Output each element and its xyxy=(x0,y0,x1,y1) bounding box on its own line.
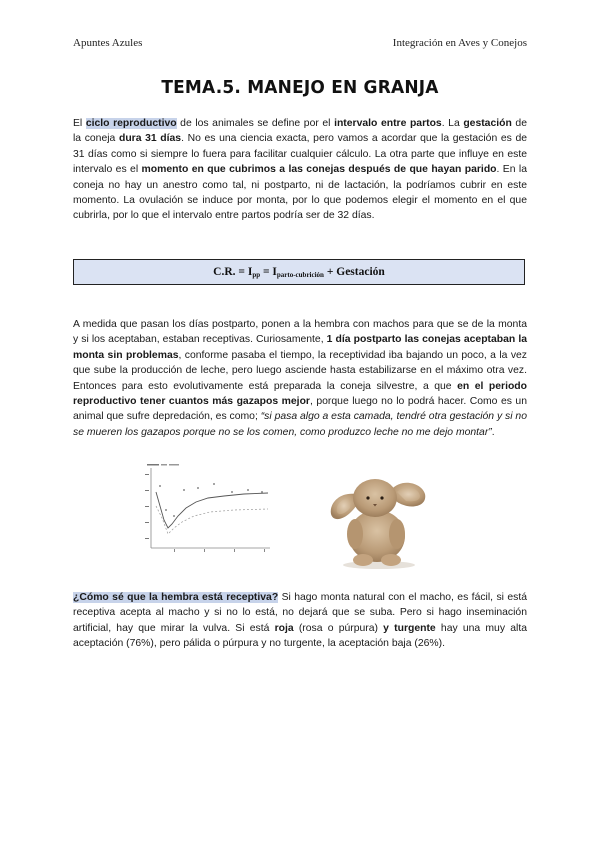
bunny-left-eye xyxy=(366,496,369,499)
plush-bunny-image xyxy=(325,468,431,570)
receptivity-chart-image xyxy=(144,462,274,554)
bunny-right-eye xyxy=(380,496,383,499)
bold-text: ¿Cómo sé que la hembra está receptiva? xyxy=(73,592,279,603)
text: (rosa o púrpura) xyxy=(293,622,384,634)
formula-box xyxy=(73,259,525,285)
page-title: TEMA.5. MANEJO EN GRANJA xyxy=(161,77,439,99)
text: de la coneja xyxy=(73,118,527,145)
formula-subscript: parto-cubrición xyxy=(276,271,324,279)
text: hay una muy alta aceptación (76%), pero pálida o púrpura y no turgente, la aceptación baja (26%). xyxy=(73,622,527,650)
bunny-left-foot xyxy=(353,554,373,566)
formula-text: = I xyxy=(260,266,277,278)
formula-text: C.R. = I xyxy=(213,266,253,278)
paragraph-cycle xyxy=(73,116,527,224)
highlight-question xyxy=(73,592,278,603)
page-header xyxy=(73,37,527,51)
text: . xyxy=(491,426,495,438)
bold-text: dura 31 días xyxy=(118,133,182,145)
formula-subscript: pp xyxy=(252,271,261,279)
formula-text: + Gestación xyxy=(323,266,385,278)
text: El xyxy=(73,118,86,129)
highlight-ciclo xyxy=(86,118,177,129)
text: . En la coneja no hay un anestro como tal, ni postparto, ni de lactación, la podríamos cubrir en este momento. La ovulación se induce por monta, por lo que podemos elegir el momento en el que cubrirla, por lo que el intervalo entre partos podría ser de 32 días. xyxy=(73,164,527,222)
text: , porque luego no lo podrá hacer. Como es un animal que sufre depredación, es como; xyxy=(73,396,527,423)
bold-text: momento en que cubrimos a las conejas después de que hayan parido xyxy=(141,164,497,176)
bold-text: y turgente xyxy=(383,622,436,634)
bunny-right-arm xyxy=(389,519,405,549)
paragraph-receptivity xyxy=(73,317,527,440)
text: de los animales se define por el xyxy=(176,118,335,129)
paragraph-receptive-female xyxy=(73,590,527,652)
text: . La xyxy=(441,118,464,129)
bold-text: 1 día postparto las conejas aceptaban la monta sin problemas xyxy=(73,334,527,361)
bold-text: intervalo entre partos xyxy=(334,118,442,129)
header-right: Integración en Aves y Conejos xyxy=(392,37,527,49)
text: A medida que pasan los días postparto, ponen a la hembra con machos para que se de la monta y si los aceptaban, estaban receptivas. Curiosamente, xyxy=(73,319,527,346)
bunny-left-arm xyxy=(347,519,363,549)
bunny-right-foot xyxy=(381,554,401,566)
bunny-head xyxy=(353,479,397,517)
text: . No es una ciencia exacta, pero vamos a acordar que la gestación es de 31 días como si siempre lo fuera para facilitar cualquier cálculo. La otra parte que influye en este intervalo es el xyxy=(73,133,528,176)
header-left: Apuntes Azules xyxy=(73,37,143,49)
bold-text: gestación xyxy=(463,118,512,129)
bold-text: ciclo reproductivo xyxy=(85,118,177,129)
italic-quote: “si pasa algo a esta camada, tendré otra gestación y si no se mueren los gazapos porque no se los comen, como produzco leche no me dejo montar” xyxy=(73,411,527,438)
chart-legend-scribble xyxy=(147,464,179,466)
text: , conforme pasaba el tiempo, la receptividad iba bajando un poco, a la vez que sube la producción de leche, pero luego asciende hasta estabilizarse en el máximo otra vez. Entonces para esto evolutivamente está preparada la coneja silvestre, a que xyxy=(73,349,527,392)
bold-text: en el periodo reproductivo tener cuantos más gazapos mejor xyxy=(73,380,528,408)
bold-text: roja xyxy=(274,622,294,634)
text: Si hago monta natural con el macho, es fácil, si está receptiva acepta al macho y si no lo está, no dejará que se suba. Pero si hago inseminación artificial, hay que mirar la vulva. Si está xyxy=(73,592,527,634)
